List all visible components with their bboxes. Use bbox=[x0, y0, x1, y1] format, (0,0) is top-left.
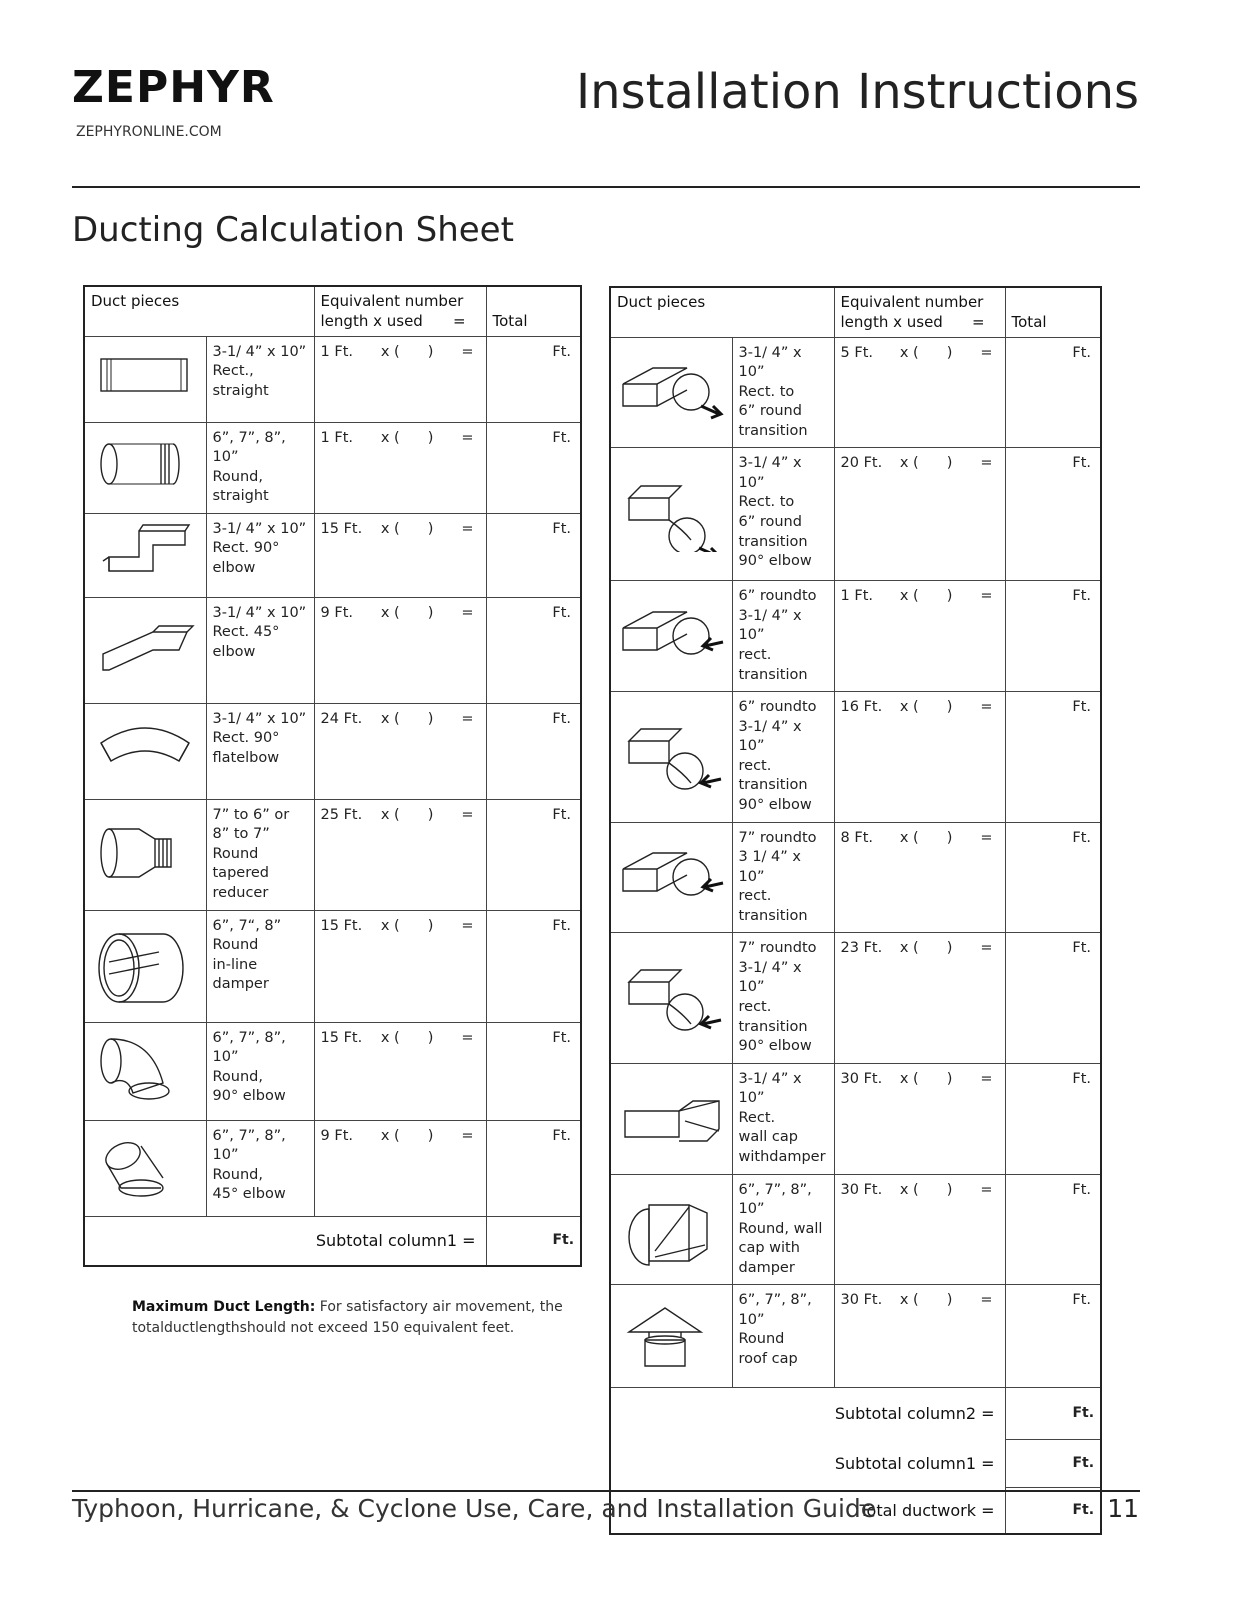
times-used-close: ) bbox=[946, 940, 953, 957]
times-used-open: x ( bbox=[380, 1029, 400, 1046]
duct-piece-row bbox=[610, 933, 1101, 1063]
equivalent-length: 23 Ft. bbox=[840, 940, 883, 957]
7in-round-to-rect-transition-icon bbox=[610, 822, 732, 933]
ducting-table-column1 bbox=[83, 285, 582, 1267]
duct-piece-row bbox=[84, 799, 581, 910]
duct-piece-row bbox=[610, 581, 1101, 692]
duct-piece-row bbox=[610, 448, 1101, 581]
equivalent-length-cell bbox=[314, 703, 486, 799]
round-tapered-reducer-icon bbox=[84, 799, 206, 910]
subtotal-value: Ft. bbox=[1005, 1440, 1101, 1488]
equivalent-length: 5 Ft. bbox=[840, 344, 873, 361]
equivalent-length-cell bbox=[834, 448, 1005, 581]
duct-piece-row bbox=[84, 513, 581, 597]
total-feet-cell: Ft. bbox=[1005, 822, 1101, 933]
times-used-close: ) bbox=[427, 1029, 434, 1046]
footer-divider bbox=[72, 1490, 1140, 1492]
equivalent-length-cell bbox=[834, 692, 1005, 822]
equivalent-length: 15 Ft. bbox=[320, 917, 363, 934]
duct-piece-row bbox=[610, 1285, 1101, 1388]
equivalent-length-cell bbox=[314, 597, 486, 703]
total-feet-cell: Ft. bbox=[486, 1022, 581, 1120]
equivalent-length: 8 Ft. bbox=[840, 829, 873, 846]
duct-piece-description: 6”, 7”, 8”, 10” Round, straight bbox=[206, 422, 314, 513]
equivalent-length-cell bbox=[314, 513, 486, 597]
duct-piece-description: 6”, 7”, 8”, 10” Round, wall cap with damper bbox=[732, 1174, 834, 1285]
header-total: Total bbox=[1005, 287, 1101, 337]
total-feet-cell: Ft. bbox=[486, 422, 581, 513]
times-used-close: ) bbox=[946, 699, 953, 716]
round-straight-duct-icon bbox=[84, 422, 206, 513]
equals-sign: = bbox=[461, 917, 474, 934]
equals-sign: = bbox=[461, 604, 474, 621]
equals-sign: = bbox=[461, 1127, 474, 1144]
total-feet-cell: Ft. bbox=[486, 513, 581, 597]
total-feet-cell: Ft. bbox=[486, 703, 581, 799]
times-used-close: ) bbox=[946, 344, 953, 361]
round-roof-cap-icon bbox=[610, 1285, 732, 1388]
section-title: Ducting Calculation Sheet bbox=[72, 210, 514, 250]
equals-sign: = bbox=[980, 699, 993, 716]
times-used-close: ) bbox=[946, 1181, 953, 1198]
round-wall-cap-icon bbox=[610, 1174, 732, 1285]
page-number: 11 bbox=[1107, 1494, 1139, 1523]
equivalent-length-cell bbox=[834, 1063, 1005, 1174]
equivalent-length-cell bbox=[314, 799, 486, 910]
duct-piece-row bbox=[610, 692, 1101, 822]
duct-piece-description: 7” to 6” or 8” to 7” Round tapered reducer bbox=[206, 799, 314, 910]
equivalent-length: 20 Ft. bbox=[840, 455, 883, 472]
equivalent-length-cell bbox=[834, 1174, 1005, 1285]
ducting-table-column2 bbox=[609, 286, 1102, 1535]
header-equivalent-length: Equivalent number length x used = bbox=[314, 286, 486, 336]
duct-piece-description: 6” roundto 3-1/ 4” x 10” rect. transition 90° elbow bbox=[732, 692, 834, 822]
duct-piece-description: 7” roundto 3-1/ 4” x 10” rect. transition 90° elbow bbox=[732, 933, 834, 1063]
max-duct-length-note: Maximum Duct Length: For satisfactory air movement, the totalductlengthshould not exceed 150 equivalent feet. bbox=[132, 1299, 563, 1336]
subtotal-column1-value: Ft. bbox=[486, 1216, 581, 1266]
times-used-open: x ( bbox=[899, 940, 919, 957]
round-inline-damper-icon bbox=[84, 910, 206, 1022]
duct-piece-description: 3-1/ 4” x 10” Rect. wall cap withdamper bbox=[732, 1063, 834, 1174]
total-feet-cell: Ft. bbox=[1005, 448, 1101, 581]
duct-piece-row bbox=[84, 1022, 581, 1120]
total-feet-cell: Ft. bbox=[486, 336, 581, 422]
header-divider bbox=[72, 186, 1140, 188]
subtotal-column1-label: Subtotal column1 = bbox=[84, 1216, 486, 1266]
equivalent-length-cell bbox=[834, 337, 1005, 448]
duct-piece-description: 3-1/ 4” x 10” Rect. 90° flatelbow bbox=[206, 703, 314, 799]
times-used-close: ) bbox=[427, 343, 434, 360]
round-to-rect-transition-icon bbox=[610, 581, 732, 692]
equals-sign: = bbox=[980, 1292, 993, 1309]
total-feet-cell: Ft. bbox=[1005, 1174, 1101, 1285]
equivalent-length: 9 Ft. bbox=[320, 1127, 353, 1144]
times-used-close: ) bbox=[427, 520, 434, 537]
times-used-open: x ( bbox=[899, 699, 919, 716]
subtotal-value: Ft. bbox=[1005, 1488, 1101, 1534]
duct-piece-row bbox=[84, 422, 581, 513]
equivalent-length-cell bbox=[834, 581, 1005, 692]
total-feet-cell: Ft. bbox=[486, 1120, 581, 1216]
times-used-open: x ( bbox=[380, 343, 400, 360]
total-feet-cell: Ft. bbox=[1005, 692, 1101, 822]
total-feet-cell: Ft. bbox=[1005, 1063, 1101, 1174]
round-90-elbow-icon bbox=[84, 1022, 206, 1120]
times-used-close: ) bbox=[427, 917, 434, 934]
times-used-open: x ( bbox=[380, 429, 400, 446]
duct-piece-description: 6”, 7“, 8” Round in-line damper bbox=[206, 910, 314, 1022]
equivalent-length-cell bbox=[314, 1022, 486, 1120]
subtotal-value: Ft. bbox=[1005, 1388, 1101, 1440]
equivalent-length: 16 Ft. bbox=[840, 699, 883, 716]
equals-sign: = bbox=[461, 520, 474, 537]
rect-wall-cap-icon bbox=[610, 1063, 732, 1174]
times-used-open: x ( bbox=[899, 588, 919, 605]
equals-sign: = bbox=[980, 1070, 993, 1087]
equivalent-length-cell bbox=[314, 1120, 486, 1216]
times-used-close: ) bbox=[427, 429, 434, 446]
equivalent-length: 1 Ft. bbox=[320, 343, 353, 360]
duct-piece-description: 3-1/ 4” x 10” Rect., straight bbox=[206, 336, 314, 422]
round-to-rect-transition-elbow-icon bbox=[610, 692, 732, 822]
duct-piece-row bbox=[84, 597, 581, 703]
equivalent-length: 30 Ft. bbox=[840, 1292, 883, 1309]
times-used-open: x ( bbox=[380, 806, 400, 823]
equivalent-length: 15 Ft. bbox=[320, 520, 363, 537]
equivalent-length: 1 Ft. bbox=[320, 429, 353, 446]
equivalent-length: 9 Ft. bbox=[320, 604, 353, 621]
header-duct-pieces: Duct pieces bbox=[610, 287, 834, 337]
rect-to-round-transition-icon bbox=[610, 337, 732, 448]
header-duct-pieces: Duct pieces bbox=[84, 286, 314, 336]
equals-sign: = bbox=[980, 588, 993, 605]
equals-sign: = bbox=[980, 455, 993, 472]
footer-guide-title: Typhoon, Hurricane, & Cyclone Use, Care, and Installation Guide bbox=[72, 1494, 877, 1523]
times-used-open: x ( bbox=[899, 455, 919, 472]
times-used-close: ) bbox=[946, 455, 953, 472]
total-feet-cell: Ft. bbox=[486, 910, 581, 1022]
times-used-close: ) bbox=[427, 710, 434, 727]
times-used-open: x ( bbox=[899, 1292, 919, 1309]
duct-piece-row bbox=[610, 822, 1101, 933]
zephyr-logo: ZEPHYR bbox=[72, 62, 275, 113]
equals-sign: = bbox=[461, 1029, 474, 1046]
subtotal-label: Total ductwork = bbox=[610, 1488, 1005, 1534]
times-used-close: ) bbox=[427, 806, 434, 823]
equivalent-length-cell bbox=[314, 910, 486, 1022]
times-used-open: x ( bbox=[380, 520, 400, 537]
duct-piece-description: 6”, 7”, 8”, 10” Round roof cap bbox=[732, 1285, 834, 1388]
equivalent-length: 15 Ft. bbox=[320, 1029, 363, 1046]
times-used-open: x ( bbox=[380, 1127, 400, 1144]
duct-piece-description: 3-1/ 4” x 10” Rect. 45° elbow bbox=[206, 597, 314, 703]
equivalent-length-cell bbox=[834, 1285, 1005, 1388]
equals-sign: = bbox=[461, 343, 474, 360]
times-used-open: x ( bbox=[899, 1070, 919, 1087]
duct-piece-row bbox=[610, 337, 1101, 448]
times-used-close: ) bbox=[427, 1127, 434, 1144]
rect-to-round-transition-elbow-icon bbox=[610, 448, 732, 581]
times-used-close: ) bbox=[946, 1070, 953, 1087]
total-feet-cell: Ft. bbox=[1005, 933, 1101, 1063]
equivalent-length: 24 Ft. bbox=[320, 710, 363, 727]
duct-piece-row bbox=[610, 1063, 1101, 1174]
equivalent-length: 30 Ft. bbox=[840, 1181, 883, 1198]
equivalent-length-cell bbox=[314, 422, 486, 513]
equivalent-length: 30 Ft. bbox=[840, 1070, 883, 1087]
equivalent-length-cell bbox=[834, 822, 1005, 933]
duct-piece-description: 6”, 7”, 8”, 10” Round, 45° elbow bbox=[206, 1120, 314, 1216]
rect-straight-duct-icon bbox=[84, 336, 206, 422]
rect-90-elbow-icon bbox=[84, 513, 206, 597]
duct-piece-row bbox=[84, 336, 581, 422]
times-used-close: ) bbox=[427, 604, 434, 621]
equivalent-length: 1 Ft. bbox=[840, 588, 873, 605]
duct-piece-description: 6”, 7”, 8”, 10” Round, 90° elbow bbox=[206, 1022, 314, 1120]
total-feet-cell: Ft. bbox=[1005, 581, 1101, 692]
duct-piece-row bbox=[84, 1120, 581, 1216]
rect-90-flat-elbow-icon bbox=[84, 703, 206, 799]
total-feet-cell: Ft. bbox=[486, 799, 581, 910]
total-feet-cell: Ft. bbox=[486, 597, 581, 703]
times-used-open: x ( bbox=[899, 1181, 919, 1198]
times-used-open: x ( bbox=[380, 604, 400, 621]
7in-round-to-rect-transition-elbow-icon bbox=[610, 933, 732, 1063]
equals-sign: = bbox=[980, 344, 993, 361]
duct-piece-description: 6” roundto 3-1/ 4” x 10” rect. transition bbox=[732, 581, 834, 692]
equals-sign: = bbox=[980, 1181, 993, 1198]
duct-piece-description: 3-1/ 4” x 10” Rect. 90° elbow bbox=[206, 513, 314, 597]
total-feet-cell: Ft. bbox=[1005, 337, 1101, 448]
header-total: Total bbox=[486, 286, 581, 336]
duct-piece-row bbox=[610, 1174, 1101, 1285]
rect-45-elbow-icon bbox=[84, 597, 206, 703]
website-url: ZEPHYRONLINE.COM bbox=[76, 124, 222, 140]
times-used-close: ) bbox=[946, 588, 953, 605]
equivalent-length-cell bbox=[314, 336, 486, 422]
total-feet-cell: Ft. bbox=[1005, 1285, 1101, 1388]
times-used-open: x ( bbox=[380, 710, 400, 727]
equivalent-length-cell bbox=[834, 933, 1005, 1063]
duct-piece-description: 3-1/ 4” x 10” Rect. to 6” round transition 90° elbow bbox=[732, 448, 834, 581]
round-45-elbow-icon bbox=[84, 1120, 206, 1216]
document-title: Installation Instructions bbox=[575, 64, 1139, 120]
equivalent-length: 25 Ft. bbox=[320, 806, 363, 823]
equals-sign: = bbox=[461, 806, 474, 823]
subtotal-label: Subtotal column2 = bbox=[610, 1388, 1005, 1440]
equals-sign: = bbox=[461, 710, 474, 727]
duct-piece-row bbox=[84, 703, 581, 799]
duct-piece-description: 3-1/ 4” x 10” Rect. to 6” round transition bbox=[732, 337, 834, 448]
times-used-open: x ( bbox=[899, 344, 919, 361]
times-used-open: x ( bbox=[899, 829, 919, 846]
equals-sign: = bbox=[980, 940, 993, 957]
times-used-close: ) bbox=[946, 1292, 953, 1309]
times-used-close: ) bbox=[946, 829, 953, 846]
subtotal-label: Subtotal column1 = bbox=[610, 1440, 1005, 1488]
header-equivalent-length: Equivalent number length x used = bbox=[834, 287, 1005, 337]
duct-piece-row bbox=[84, 910, 581, 1022]
equals-sign: = bbox=[461, 429, 474, 446]
duct-piece-description: 7” roundto 3 1/ 4” x 10” rect. transition bbox=[732, 822, 834, 933]
equals-sign: = bbox=[980, 829, 993, 846]
times-used-open: x ( bbox=[380, 917, 400, 934]
